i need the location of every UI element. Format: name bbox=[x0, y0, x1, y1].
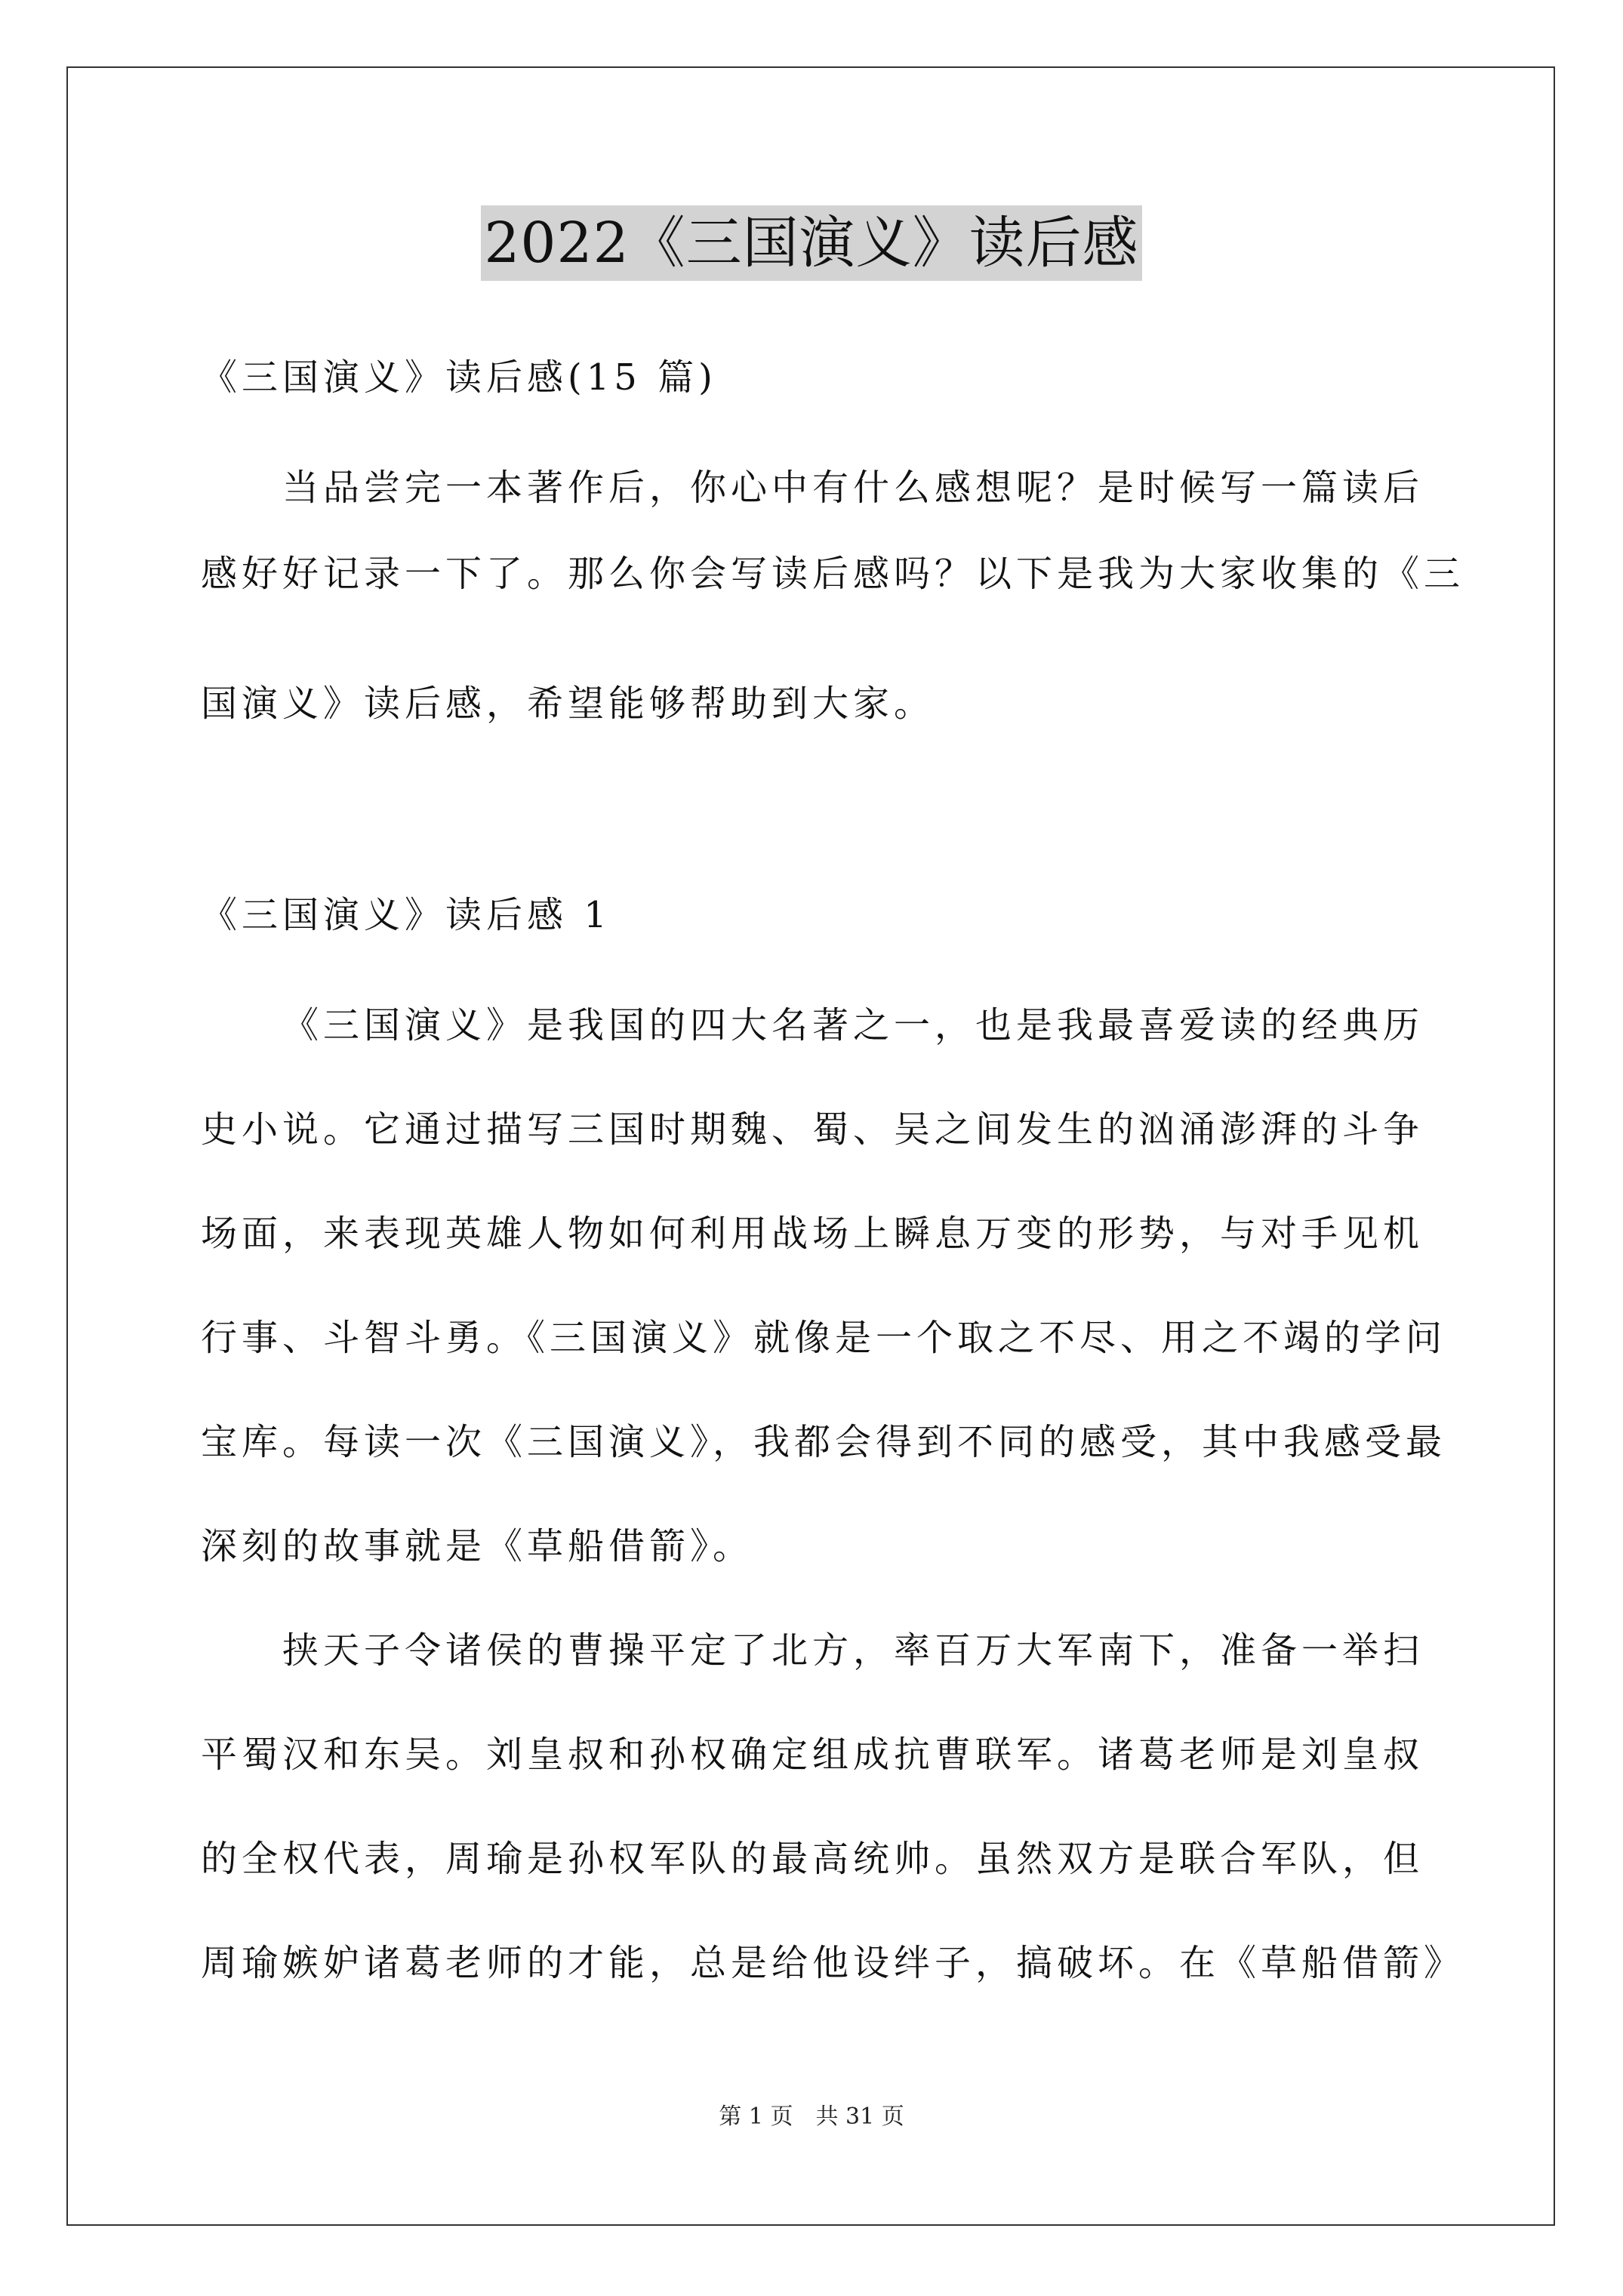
paragraph1-line-3: 场面，来表现英雄人物如何利用战场上瞬息万变的形势，与对手见机 bbox=[201, 1213, 1424, 1255]
paragraph1-line-6: 深刻的故事就是《草船借箭》。 bbox=[201, 1525, 754, 1567]
paragraph2-line-4: 周瑜嫉妒诸葛老师的才能，总是给他设绊子，搞破坏。在《草船借箭》 bbox=[201, 1942, 1465, 1984]
title-container bbox=[0, 205, 1623, 281]
paragraph1-line-2: 史小说。它通过描写三国时期魏、蜀、吴之间发生的汹涌澎湃的斗争 bbox=[201, 1108, 1424, 1151]
paragraph2-line-3: 的全权代表，周瑜是孙权军队的最高统帅。虽然双方是联合军队，但 bbox=[201, 1838, 1424, 1880]
paragraph1-line-5: 宝库。每读一次《三国演义》，我都会得到不同的感受，其中我感受最 bbox=[201, 1421, 1447, 1463]
intro-line-3: 国演义》读后感，希望能够帮助到大家。 bbox=[201, 683, 935, 725]
paragraph2-line-1: 挟天子令诸侯的曹操平定了北方，率百万大军南下，准备一举扫 bbox=[282, 1629, 1424, 1672]
document-title: 2022《三国演义》读后感 bbox=[481, 205, 1141, 281]
paragraph1-line-1: 《三国演义》是我国的四大名著之一，也是我最喜爱读的经典历 bbox=[282, 1004, 1424, 1046]
paragraph2-line-2: 平蜀汉和东吴。刘皇叔和孙权确定组成抗曹联军。诸葛老师是刘皇叔 bbox=[201, 1734, 1424, 1776]
intro-line-1: 当品尝完一本著作后，你心中有什么感想呢？是时候写一篇读后 bbox=[282, 467, 1424, 509]
page-number: 第 1 页 共 31 页 bbox=[719, 2103, 904, 2130]
section-heading: 《三国演义》读后感 1 bbox=[201, 894, 611, 936]
intro-line-2: 感好好记录一下了。那么你会写读后感吗？以下是我为大家收集的《三 bbox=[201, 553, 1465, 595]
paragraph1-line-4: 行事、斗智斗勇。《三国演义》就像是一个取之不尽、用之不竭的学问 bbox=[201, 1317, 1447, 1359]
document-subtitle: 《三国演义》读后感(15 篇) bbox=[201, 356, 717, 399]
